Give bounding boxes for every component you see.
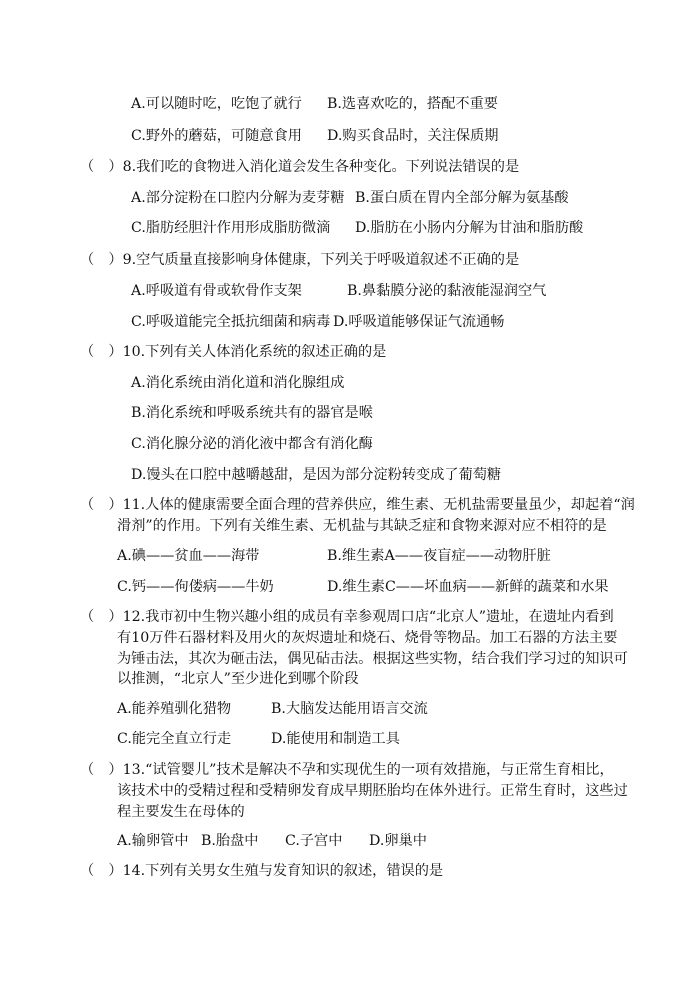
q8-options-row2 [131, 218, 583, 238]
q9-option-a: A.呼吸道有骨或软骨作支架 [131, 283, 302, 299]
q8-option-d: D.脂肪在小肠内分解为甘油和脂肪酸 [355, 220, 584, 236]
q11-options-row1 [117, 546, 551, 566]
q8-option-a: A.部分淀粉在口腔内分解为麦芽糖 [131, 190, 345, 206]
q11-stem-line2: 滑剂”的作用。下列有关维生素、无机盐与其缺乏症和食物来源对应不相符的是 [117, 518, 607, 534]
q10-option-c: C.消化腺分泌的消化液中都含有消化酶 [131, 436, 373, 452]
q7-options-row1 [131, 94, 498, 114]
q11-option-c: C.钙——佝偻病——牛奶 [117, 579, 274, 595]
q12-options-row2 [117, 729, 400, 749]
q10-stem: （ ）10.下列有关人体消化系统的叙述正确的是 [80, 344, 387, 360]
q12-options-row1 [117, 699, 428, 719]
q12-stem-line1: （ ）12.我市初中生物兴趣小组的成员有幸参观周口店“北京人”遗址，在遗址内看到 [80, 609, 614, 625]
q13-option-d: D.卵巢中 [369, 833, 427, 849]
q12-option-a: A.能养殖驯化猎物 [117, 701, 232, 717]
q12-option-d: D.能使用和制造工具 [271, 731, 400, 747]
q11-stem-line1: （ ）11.人体的健康需要全面合理的营养供应，维生素、无机盐需要量虽少，却起着“润 [80, 497, 635, 513]
q9-option-d: D.呼吸道能够保证气流通畅 [333, 314, 505, 330]
q12-stem-line3: 为锤击法，其次为砸击法，偶见砧击法。根据这些实物，结合我们学习过的知识可 [117, 651, 628, 667]
q12-option-c: C.能完全直立行走 [117, 731, 232, 747]
q8-option-b: B.蛋白质在胃内全部分解为氨基酸 [355, 190, 569, 206]
q10-option-a: A.消化系统由消化道和消化腺组成 [131, 375, 345, 391]
q13-option-a: A.输卵管中 [117, 833, 189, 849]
q11-options-row2 [117, 577, 609, 597]
q7-option-b: B.选喜欢吃的，搭配不重要 [327, 96, 498, 112]
q13-stem-line2: 该技术中的受精过程和受精卵发育成早期胚胎均在体外进行。正常生育时，这些过 [117, 783, 628, 799]
q8-option-c: C.脂肪经胆汁作用形成脂肪微滴 [131, 220, 331, 236]
q10-option-b: B.消化系统和呼吸系统共有的器官是喉 [131, 405, 373, 421]
q8-stem: （ ）8.我们吃的食物进入消化道会发生各种变化。下列说法错误的是 [80, 159, 520, 175]
q9-options-row2 [131, 312, 504, 332]
q11-option-a: A.碘——贫血——海带 [117, 548, 260, 564]
q9-option-c: C.呼吸道能完全抵抗细菌和病毒 [131, 314, 331, 330]
q8-options-row1 [131, 188, 569, 208]
q11-option-b: B.维生素A——夜盲症——动物肝脏 [327, 548, 551, 564]
q7-option-d: D.购买食品时，关注保质期 [327, 128, 499, 144]
q12-stem-line4: 以推测，“北京人”至少进化到哪个阶段 [117, 671, 359, 687]
q13-option-b: B.胎盘中 [201, 833, 259, 849]
q9-option-b: B.鼻黏膜分泌的黏液能湿润空气 [347, 283, 547, 299]
q9-options-row1 [131, 281, 546, 301]
q12-option-b: B.大脑发达能用语言交流 [271, 701, 428, 717]
q13-stem-line3: 程主要发生在母体的 [117, 804, 245, 820]
q14-stem: （ ）14.下列有关男女生殖与发育知识的叙述，错误的是 [80, 863, 444, 879]
q12-stem-line2: 有10万件石器材料及用火的灰烬遗址和烧石、烧骨等物品。加工石器的方法主要 [117, 630, 618, 646]
q13-options [117, 831, 427, 851]
q9-stem: （ ）9.空气质量直接影响身体健康，下列关于呼吸道叙述不正确的是 [80, 252, 520, 268]
q7-option-a: A.可以随时吃，吃饱了就行 [131, 96, 302, 112]
q7-options-row2 [131, 126, 498, 146]
q7-option-c: C.野外的蘑菇，可随意食用 [131, 128, 302, 144]
q13-option-c: C.子宫中 [285, 833, 343, 849]
q11-option-d: D.维生素C——坏血病——新鲜的蔬菜和水果 [327, 579, 609, 595]
q13-stem-line1: （ ）13.“试管婴儿”技术是解决不孕和实现优生的一项有效措施，与正常生育相比， [80, 762, 614, 778]
q10-option-d: D.馒头在口腔中越嚼越甜，是因为部分淀粉转变成了葡萄糖 [131, 467, 502, 483]
